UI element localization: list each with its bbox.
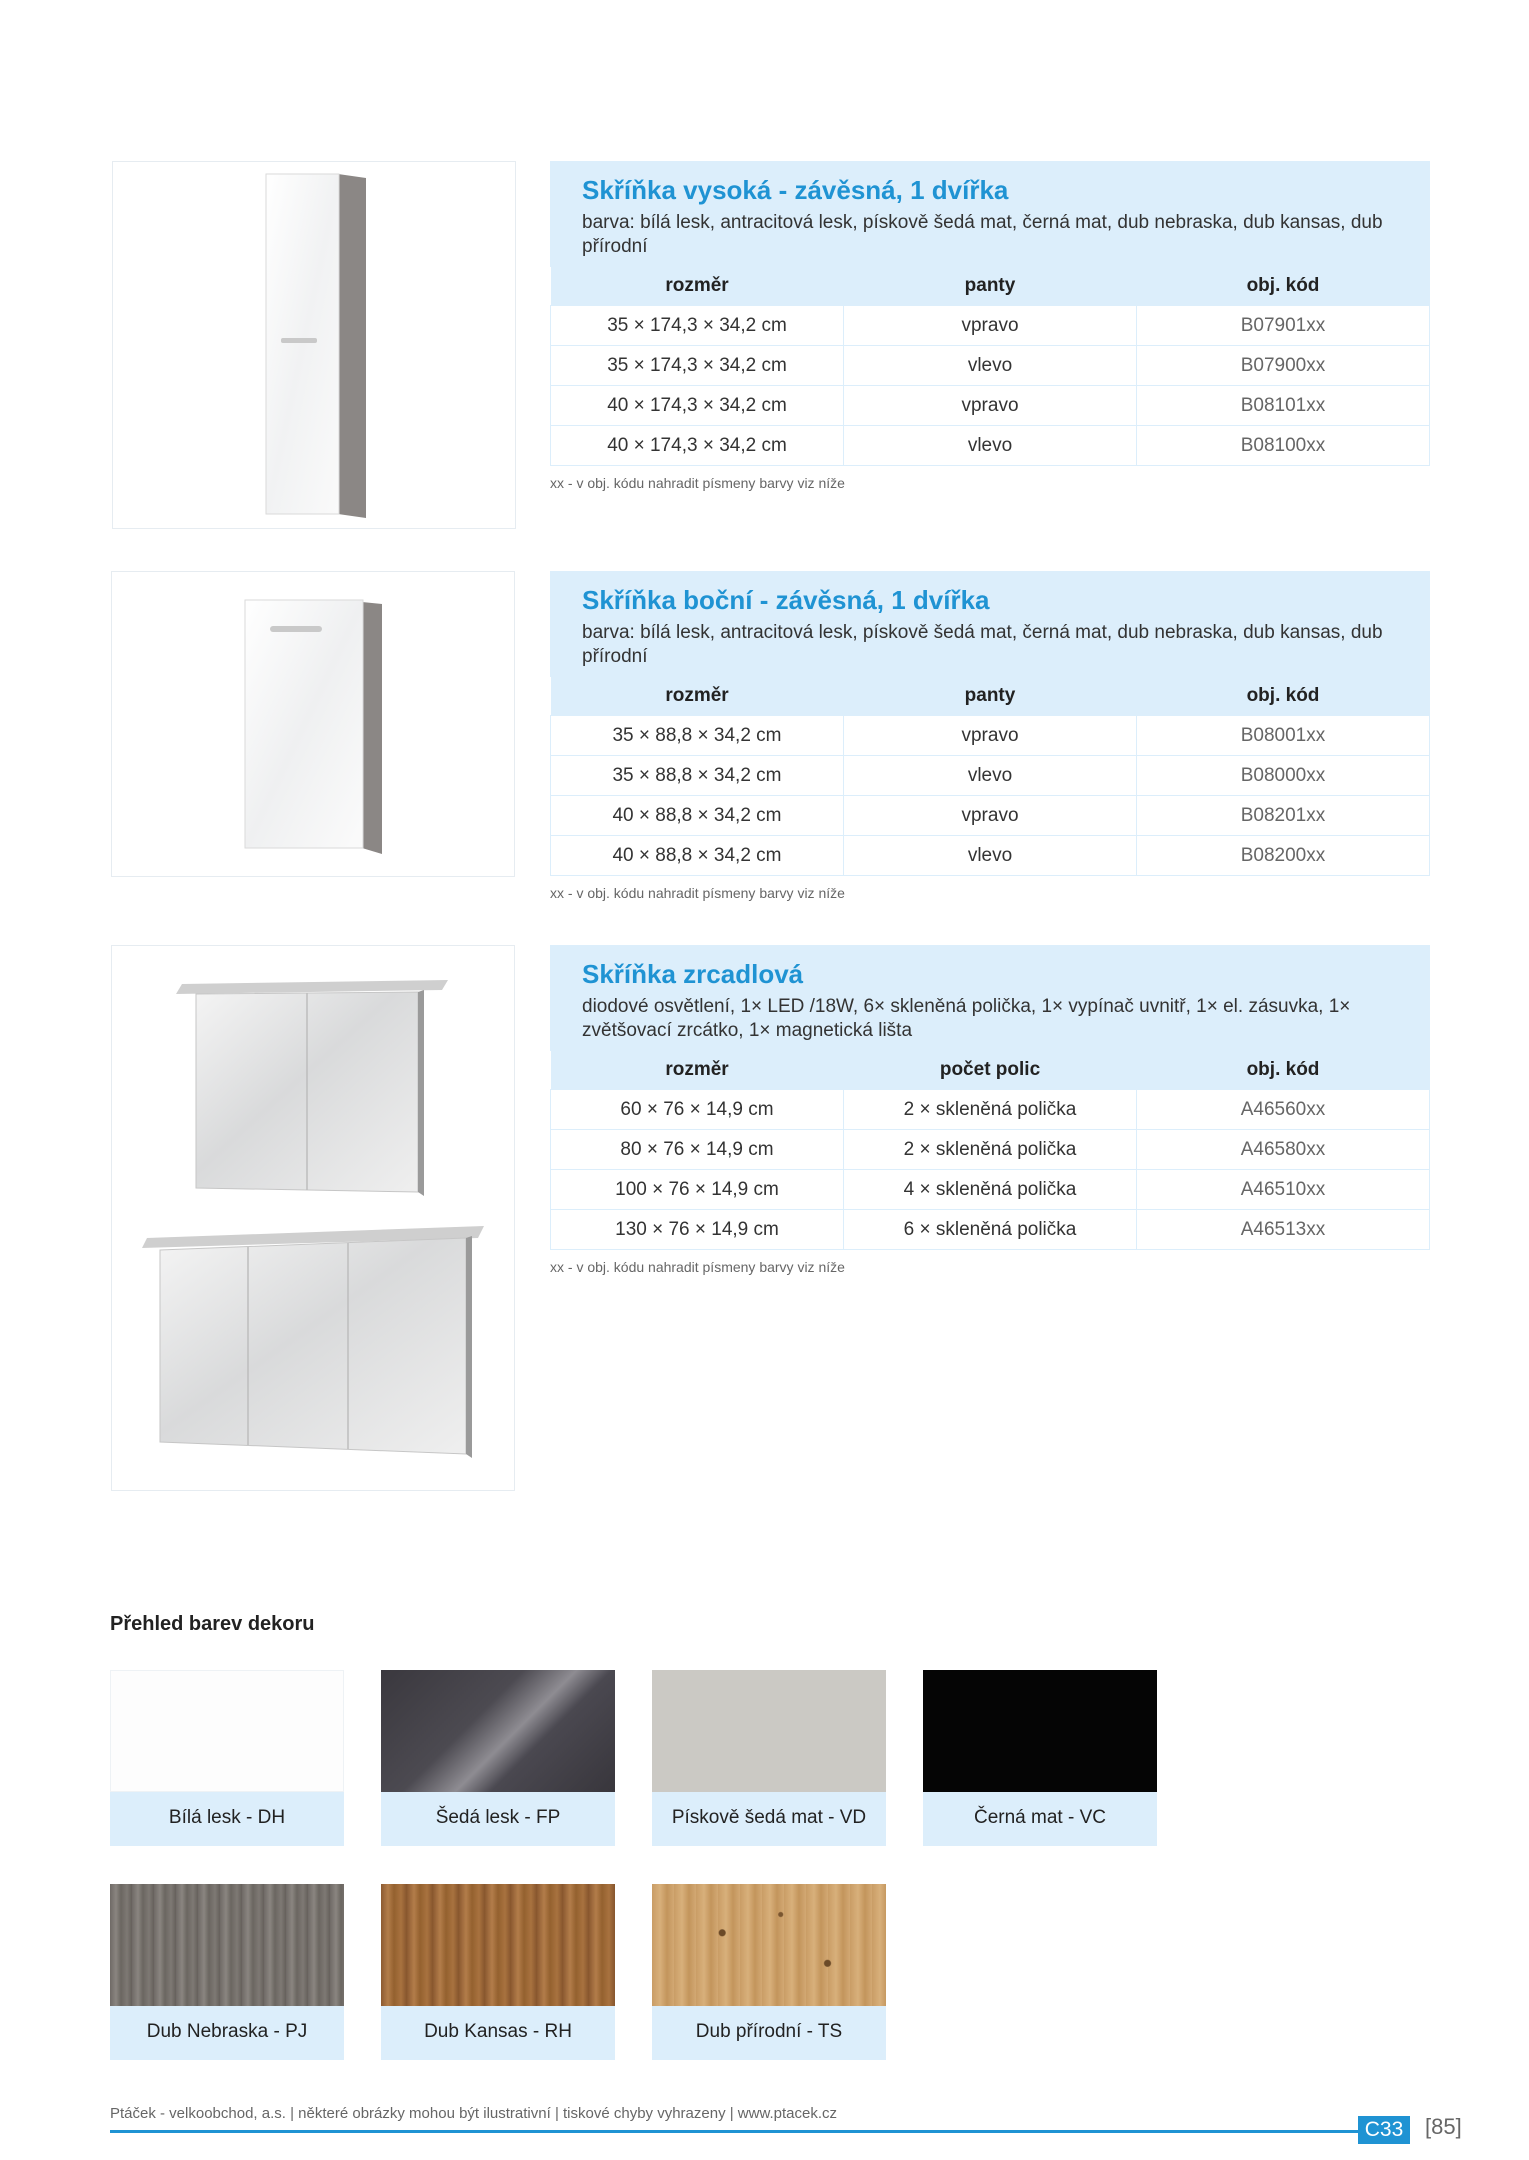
column-header: obj. kód <box>1137 677 1430 716</box>
swatch-chip <box>652 1884 886 2006</box>
cell-code: B07900xx <box>1137 346 1430 386</box>
swatch-dub-prirodni <box>652 1884 886 2060</box>
cell-size: 35 × 174,3 × 34,2 cm <box>551 306 844 346</box>
swatch-label: Bílá lesk - DH <box>110 1792 344 1846</box>
table-row <box>551 1090 1430 1130</box>
cell-size: 40 × 88,8 × 34,2 cm <box>551 796 844 836</box>
table-row <box>551 716 1430 756</box>
product-description: barva: bílá lesk, antracitová lesk, pískově šedá mat, černá mat, dub nebraska, dub kansas, dub přírodní <box>582 622 1383 667</box>
table-header-row <box>551 677 1430 716</box>
product-note: xx - v obj. kódu nahradit písmeny barvy viz níže <box>550 1259 845 1275</box>
cell-code: B08100xx <box>1137 426 1430 466</box>
cell-size: 60 × 76 × 14,9 cm <box>551 1090 844 1130</box>
swatch-label: Pískově šedá mat - VD <box>652 1792 886 1846</box>
product-description: barva: bílá lesk, antracitová lesk, pískově šedá mat, černá mat, dub nebraska, dub kansas, dub přírodní <box>582 212 1383 257</box>
swatch-chip <box>381 1670 615 1792</box>
table-row <box>551 796 1430 836</box>
table-row <box>551 836 1430 876</box>
product-title: Skříňka boční - závěsná, 1 dvířka <box>582 585 990 615</box>
product-description: diodové osvětlení, 1× LED /18W, 6× skleněná polička, 1× vypínač uvnitř, 1× el. zásuvka, 1× zvětšovací zrcátko, 1× magnetická lišta <box>582 996 1351 1041</box>
swatch-seda-lesk <box>381 1670 615 1846</box>
column-header: obj. kód <box>1137 267 1430 306</box>
table-row <box>551 1130 1430 1170</box>
cell-hinges: vpravo <box>844 796 1137 836</box>
table-row <box>551 426 1430 466</box>
cell-size: 35 × 88,8 × 34,2 cm <box>551 756 844 796</box>
cell-code: A46513xx <box>1137 1210 1430 1250</box>
cell-hinges: vpravo <box>844 306 1137 346</box>
cell-code: B08200xx <box>1137 836 1430 876</box>
side-cabinet-illustration <box>112 572 516 878</box>
product-table <box>550 677 1430 876</box>
cell-size: 35 × 88,8 × 34,2 cm <box>551 716 844 756</box>
cell-size: 35 × 174,3 × 34,2 cm <box>551 346 844 386</box>
swatch-piskove-seda-mat <box>652 1670 886 1846</box>
cell-size: 40 × 174,3 × 34,2 cm <box>551 386 844 426</box>
table-row <box>551 1210 1430 1250</box>
product-side-cabinet <box>550 571 1430 901</box>
table-row <box>551 756 1430 796</box>
mirror-cabinet-illustration <box>112 946 516 1492</box>
product-mirror-cabinet <box>550 945 1430 1275</box>
cell-shelves: 2 × skleněná polička <box>844 1090 1137 1130</box>
product-image-tall-cabinet <box>112 161 516 529</box>
table-row <box>551 306 1430 346</box>
product-image-side-cabinet <box>111 571 515 877</box>
product-note: xx - v obj. kódu nahradit písmeny barvy viz níže <box>550 885 845 901</box>
product-header <box>550 571 1430 677</box>
table-row <box>551 386 1430 426</box>
product-table <box>550 1051 1430 1250</box>
table-row <box>551 346 1430 386</box>
swatch-chip <box>923 1670 1157 1792</box>
swatch-label: Dub přírodní - TS <box>652 2006 886 2060</box>
cell-hinges: vlevo <box>844 426 1137 466</box>
swatch-chip <box>110 1884 344 2006</box>
cell-hinges: vlevo <box>844 346 1137 386</box>
swatch-cerna-mat <box>923 1670 1157 1846</box>
footer-divider <box>110 2130 1360 2133</box>
decor-section-title: Přehled barev dekoru <box>110 1613 315 1635</box>
swatch-label: Dub Nebraska - PJ <box>110 2006 344 2060</box>
product-image-mirror-cabinet <box>111 945 515 1491</box>
cell-shelves: 4 × skleněná polička <box>844 1170 1137 1210</box>
cell-code: A46560xx <box>1137 1090 1430 1130</box>
column-header: počet polic <box>844 1051 1137 1090</box>
column-header: panty <box>844 677 1137 716</box>
product-title: Skříňka vysoká - závěsná, 1 dvířka <box>582 175 1009 205</box>
product-header <box>550 161 1430 267</box>
cell-code: B08101xx <box>1137 386 1430 426</box>
cell-size: 100 × 76 × 14,9 cm <box>551 1170 844 1210</box>
tall-cabinet-illustration <box>113 162 517 530</box>
cell-hinges: vpravo <box>844 386 1137 426</box>
swatch-chip <box>381 1884 615 2006</box>
product-note: xx - v obj. kódu nahradit písmeny barvy viz níže <box>550 475 845 491</box>
cell-code: B07901xx <box>1137 306 1430 346</box>
swatch-dub-nebraska <box>110 1884 344 2060</box>
cell-size: 40 × 88,8 × 34,2 cm <box>551 836 844 876</box>
cell-size: 80 × 76 × 14,9 cm <box>551 1130 844 1170</box>
cell-code: A46510xx <box>1137 1170 1430 1210</box>
column-header: rozměr <box>551 1051 844 1090</box>
swatch-bila-lesk <box>110 1670 344 1846</box>
table-header-row <box>551 267 1430 306</box>
product-tall-cabinet <box>550 161 1430 491</box>
table-row <box>551 1170 1430 1210</box>
swatch-label: Černá mat - VC <box>923 1792 1157 1846</box>
cell-shelves: 2 × skleněná polička <box>844 1130 1137 1170</box>
cell-hinges: vlevo <box>844 756 1137 796</box>
cell-hinges: vpravo <box>844 716 1137 756</box>
swatch-chip <box>110 1670 344 1792</box>
cell-size: 130 × 76 × 14,9 cm <box>551 1210 844 1250</box>
section-badge: C33 <box>1358 2116 1410 2144</box>
product-table <box>550 267 1430 466</box>
column-header: obj. kód <box>1137 1051 1430 1090</box>
table-header-row <box>551 1051 1430 1090</box>
cell-code: B08000xx <box>1137 756 1430 796</box>
page-number: [85] <box>1425 2114 1462 2139</box>
column-header: panty <box>844 267 1137 306</box>
product-title: Skříňka zrcadlová <box>582 959 804 989</box>
cell-size: 40 × 174,3 × 34,2 cm <box>551 426 844 466</box>
swatch-dub-kansas <box>381 1884 615 2060</box>
cell-code: A46580xx <box>1137 1130 1430 1170</box>
swatch-chip <box>652 1670 886 1792</box>
column-header: rozměr <box>551 677 844 716</box>
column-header: rozměr <box>551 267 844 306</box>
cell-code: B08001xx <box>1137 716 1430 756</box>
product-header <box>550 945 1430 1051</box>
cell-hinges: vlevo <box>844 836 1137 876</box>
cell-code: B08201xx <box>1137 796 1430 836</box>
cell-shelves: 6 × skleněná polička <box>844 1210 1137 1250</box>
swatch-label: Šedá lesk - FP <box>381 1792 615 1846</box>
swatch-label: Dub Kansas - RH <box>381 2006 615 2060</box>
footer-text: Ptáček - velkoobchod, a.s. | některé obrázky mohou být ilustrativní | tiskové chyby vyhrazeny | www.ptacek.cz <box>110 2105 838 2122</box>
